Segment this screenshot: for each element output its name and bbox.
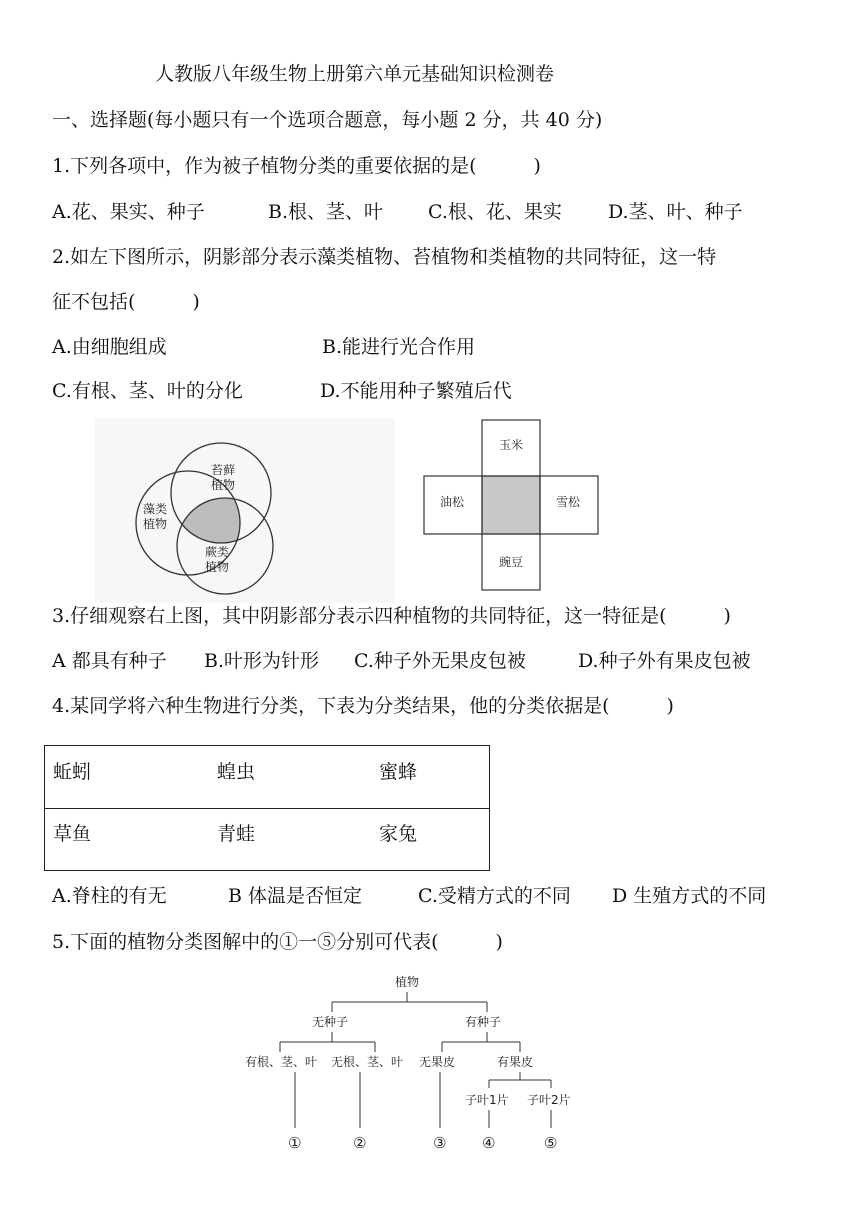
- question-2-stem: 2.如左下图所示，阴影部分表示藻类植物、苔植物和类植物的共同特征，这一特: [52, 246, 717, 268]
- q3-option-a: A 都具有种子: [52, 650, 167, 672]
- question-1-stem: 1.下列各项中，作为被子植物分类的重要依据的是( ): [52, 155, 541, 177]
- q3-option-d: D.种子外有果皮包被: [578, 650, 751, 672]
- tree-no-pericarp: 无果皮: [419, 1055, 456, 1069]
- page-title: 人教版八年级生物上册第六单元基础知识检测卷: [155, 63, 555, 85]
- cross-label-right: 雪松: [556, 495, 581, 509]
- venn-diagram: [95, 418, 395, 603]
- question-5-stem: 5.下面的植物分类图解中的①一⑤分别可代表( ): [52, 931, 503, 953]
- q4-option-a: A.脊柱的有无: [52, 885, 167, 907]
- cross-label-bottom: 豌豆: [499, 555, 524, 569]
- venn-label-fern: 蕨类: [205, 545, 230, 559]
- venn-label-algae-2: 植物: [143, 517, 168, 531]
- tree-has-seed: 有种子: [465, 1015, 502, 1029]
- q4-option-d: D 生殖方式的不同: [612, 885, 767, 907]
- q2-option-d: D.不能用种子繁殖后代: [320, 380, 512, 402]
- q2-option-b: B.能进行光合作用: [322, 336, 476, 358]
- q1-option-b: B.根、茎、叶: [268, 201, 384, 223]
- tree-has-pericarp: 有果皮: [497, 1055, 534, 1069]
- tree-no-seed: 无种子: [312, 1015, 349, 1029]
- cross-label-left: 油松: [440, 495, 465, 509]
- table-row: [45, 746, 489, 809]
- table-cell: 家兔: [379, 823, 418, 845]
- table-cell: 蚯蚓: [53, 761, 92, 783]
- tree-has-root-stem-leaf: 有根、茎、叶: [245, 1055, 318, 1069]
- venn-label-fern-2: 植物: [205, 560, 230, 574]
- q3-option-b: B.叶形为针形: [204, 650, 320, 672]
- venn-label-algae: 藻类: [143, 502, 168, 516]
- venn-label-moss: 苔藓: [211, 463, 236, 477]
- tree-marker-5: ⑤: [544, 1134, 558, 1152]
- q1-option-a: A.花、果实、种子: [52, 201, 205, 223]
- q4-option-c: C.受精方式的不同: [418, 885, 571, 907]
- tree-monocot: 子叶1片: [465, 1093, 509, 1107]
- venn-label-moss-2: 植物: [211, 478, 236, 492]
- q2-option-c: C.有根、茎、叶的分化: [52, 380, 243, 402]
- table-row: [45, 808, 489, 870]
- table-cell: 青蛙: [217, 823, 256, 845]
- q1-option-c: C.根、花、果实: [428, 201, 562, 223]
- plant-classification-tree: [235, 968, 595, 1158]
- question-2-stem-cont: 征不包括( ): [52, 291, 200, 313]
- tree-marker-4: ④: [482, 1134, 496, 1152]
- question-4-stem: 4.某同学将六种生物进行分类，下表为分类结果，他的分类依据是( ): [52, 695, 674, 717]
- tree-marker-3: ③: [433, 1134, 447, 1152]
- cross-label-top: 玉米: [499, 438, 524, 452]
- tree-no-root-stem-leaf: 无根、茎、叶: [331, 1055, 404, 1069]
- tree-marker-2: ②: [353, 1134, 367, 1152]
- table-cell: 草鱼: [53, 823, 92, 845]
- section-heading: 一、选择题(每小题只有一个选项合题意，每小题 2 分，共 40 分): [52, 109, 603, 131]
- classification-table: [44, 745, 490, 871]
- question-3-stem: 3.仔细观察右上图，其中阴影部分表示四种植物的共同特征，这一特征是( ): [52, 605, 731, 627]
- tree-marker-1: ①: [288, 1134, 302, 1152]
- q4-option-b: B 体温是否恒定: [228, 885, 363, 907]
- q3-option-c: C.种子外无果皮包被: [354, 650, 526, 672]
- cross-diagram: [410, 418, 620, 593]
- tree-root: 植物: [395, 975, 420, 989]
- table-cell: 蝗虫: [217, 761, 256, 783]
- q2-option-a: A.由细胞组成: [52, 336, 167, 358]
- tree-dicot: 子叶2片: [527, 1093, 571, 1107]
- table-cell: 蜜蜂: [379, 761, 418, 783]
- q1-option-d: D.茎、叶、种子: [608, 201, 743, 223]
